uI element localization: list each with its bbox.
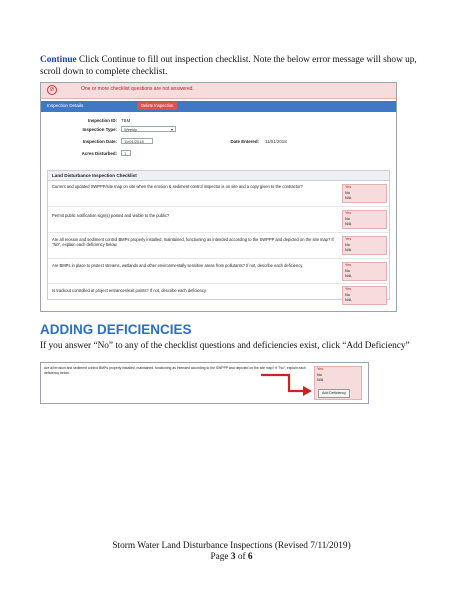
inspection-date-label: Inspection Date: — [82, 139, 117, 144]
option-na[interactable]: N/A — [317, 378, 324, 383]
inspection-date-field[interactable]: 11/01/2018 — [121, 138, 153, 144]
answer-options[interactable] — [342, 286, 387, 305]
option-no[interactable]: No — [317, 372, 322, 377]
date-entered-label: Date Entered: — [230, 139, 259, 144]
answer-options[interactable] — [314, 366, 362, 400]
page-current: 3 — [230, 552, 236, 562]
option-yes[interactable]: Yes — [345, 237, 352, 241]
instruction-text: If you answer “No” to any of the checklist questions and deficiencies exist, click “Add Deficiency” — [40, 341, 410, 351]
divider — [48, 206, 389, 207]
inspection-id-label: Inspection ID: — [87, 118, 117, 123]
checklist-question: Is trackout controlled at project entrances/exit points? If not, describe each deficiency. — [52, 288, 207, 293]
page-prefix: Page — [210, 552, 231, 562]
error-icon: ⊘ — [47, 85, 57, 95]
option-no[interactable]: No — [345, 190, 350, 195]
inspection-details-title: Inspection Details — [47, 103, 84, 108]
checklist-question: Are all erosion and sediment control BMPs properly installed, maintained, functioning as intended according to the SWPPP and depicted on the site map? If "No", explain each deficiency below. — [44, 366, 306, 375]
divider — [48, 283, 389, 284]
delete-inspection-button[interactable]: Delete Inspection — [137, 102, 177, 110]
option-na[interactable]: N/A — [345, 196, 352, 201]
inspection-details-header — [41, 101, 396, 112]
option-na[interactable]: N/A — [345, 298, 352, 303]
checklist-question: Permit public notification sign(s) posted and visible to the public? — [52, 213, 170, 218]
divider — [48, 258, 389, 259]
page-total: 6 — [247, 552, 253, 562]
inspection-type-label: Inspection Type: — [82, 127, 117, 132]
option-na[interactable]: N/A — [345, 248, 352, 253]
chevron-down-icon: ▾ — [170, 127, 173, 132]
intro-text: Click Continue to fill out inspection checklist. Note the below error message will show up, scroll down to complete checklist. — [40, 55, 417, 77]
date-entered-value: 11/01/2018 — [265, 139, 287, 144]
error-banner — [41, 83, 396, 99]
option-yes[interactable]: Yes — [317, 367, 324, 371]
divider — [48, 232, 389, 233]
option-yes[interactable]: Yes — [345, 287, 352, 291]
section-heading: ADDING DEFICIENCIES — [40, 322, 192, 337]
error-message: One or more checklist questions are not answered. — [81, 86, 194, 92]
intro-paragraph — [40, 54, 432, 78]
footer-title: Storm Water Land Disturbance Inspections (Revised 7/11/2019) — [112, 541, 351, 551]
option-yes[interactable]: Yes — [345, 211, 352, 215]
option-na[interactable]: N/A — [345, 274, 352, 279]
checklist-screenshot — [40, 82, 397, 312]
acres-disturbed-label: Acres Disturbed: — [81, 151, 117, 156]
option-yes[interactable]: Yes — [345, 185, 352, 189]
option-yes[interactable]: Yes — [345, 263, 352, 267]
inspection-type-select[interactable] — [121, 126, 176, 132]
checklist-section — [47, 170, 390, 303]
checklist-title: Land Disturbance Inspection Checklist — [48, 171, 389, 181]
continue-keyword: Continue — [40, 55, 77, 65]
option-no[interactable]: No — [345, 242, 350, 247]
answer-options[interactable] — [342, 262, 387, 281]
option-no[interactable]: No — [345, 216, 350, 221]
option-no[interactable]: No — [345, 292, 350, 297]
answer-options[interactable] — [342, 236, 387, 255]
add-deficiency-button[interactable]: Add Deficiency — [318, 389, 350, 398]
checklist-question: Are BMPs in place to protect streams, wetlands and other environmentally sensitive areas from pollutants? If not, describe each deficiency. — [52, 263, 304, 268]
inspection-type-value: Weekly — [124, 127, 138, 132]
option-no[interactable]: No — [345, 268, 350, 273]
answer-options[interactable] — [342, 210, 387, 229]
answer-options[interactable] — [342, 184, 387, 203]
inspection-form — [41, 112, 396, 170]
checklist-question: Current and updated SWPPP/site map on site when the erosion & sediment control inspector is on site and a copy given to the contractor? — [52, 184, 303, 189]
page-number — [0, 552, 463, 563]
option-na[interactable]: N/A — [345, 222, 352, 227]
inspection-id-value: TBM — [121, 118, 131, 123]
page-of: of — [235, 552, 248, 562]
acres-disturbed-field[interactable]: 1 — [121, 150, 131, 156]
deficiency-screenshot — [40, 362, 369, 404]
checklist-question: Are all erosion and sediment control BMPs properly installed, maintained, functioning as intended according to the SWPPP and depicted on the site map? If "No", explain each deficiency below. — [52, 237, 334, 247]
red-arrow-icon — [259, 372, 315, 398]
